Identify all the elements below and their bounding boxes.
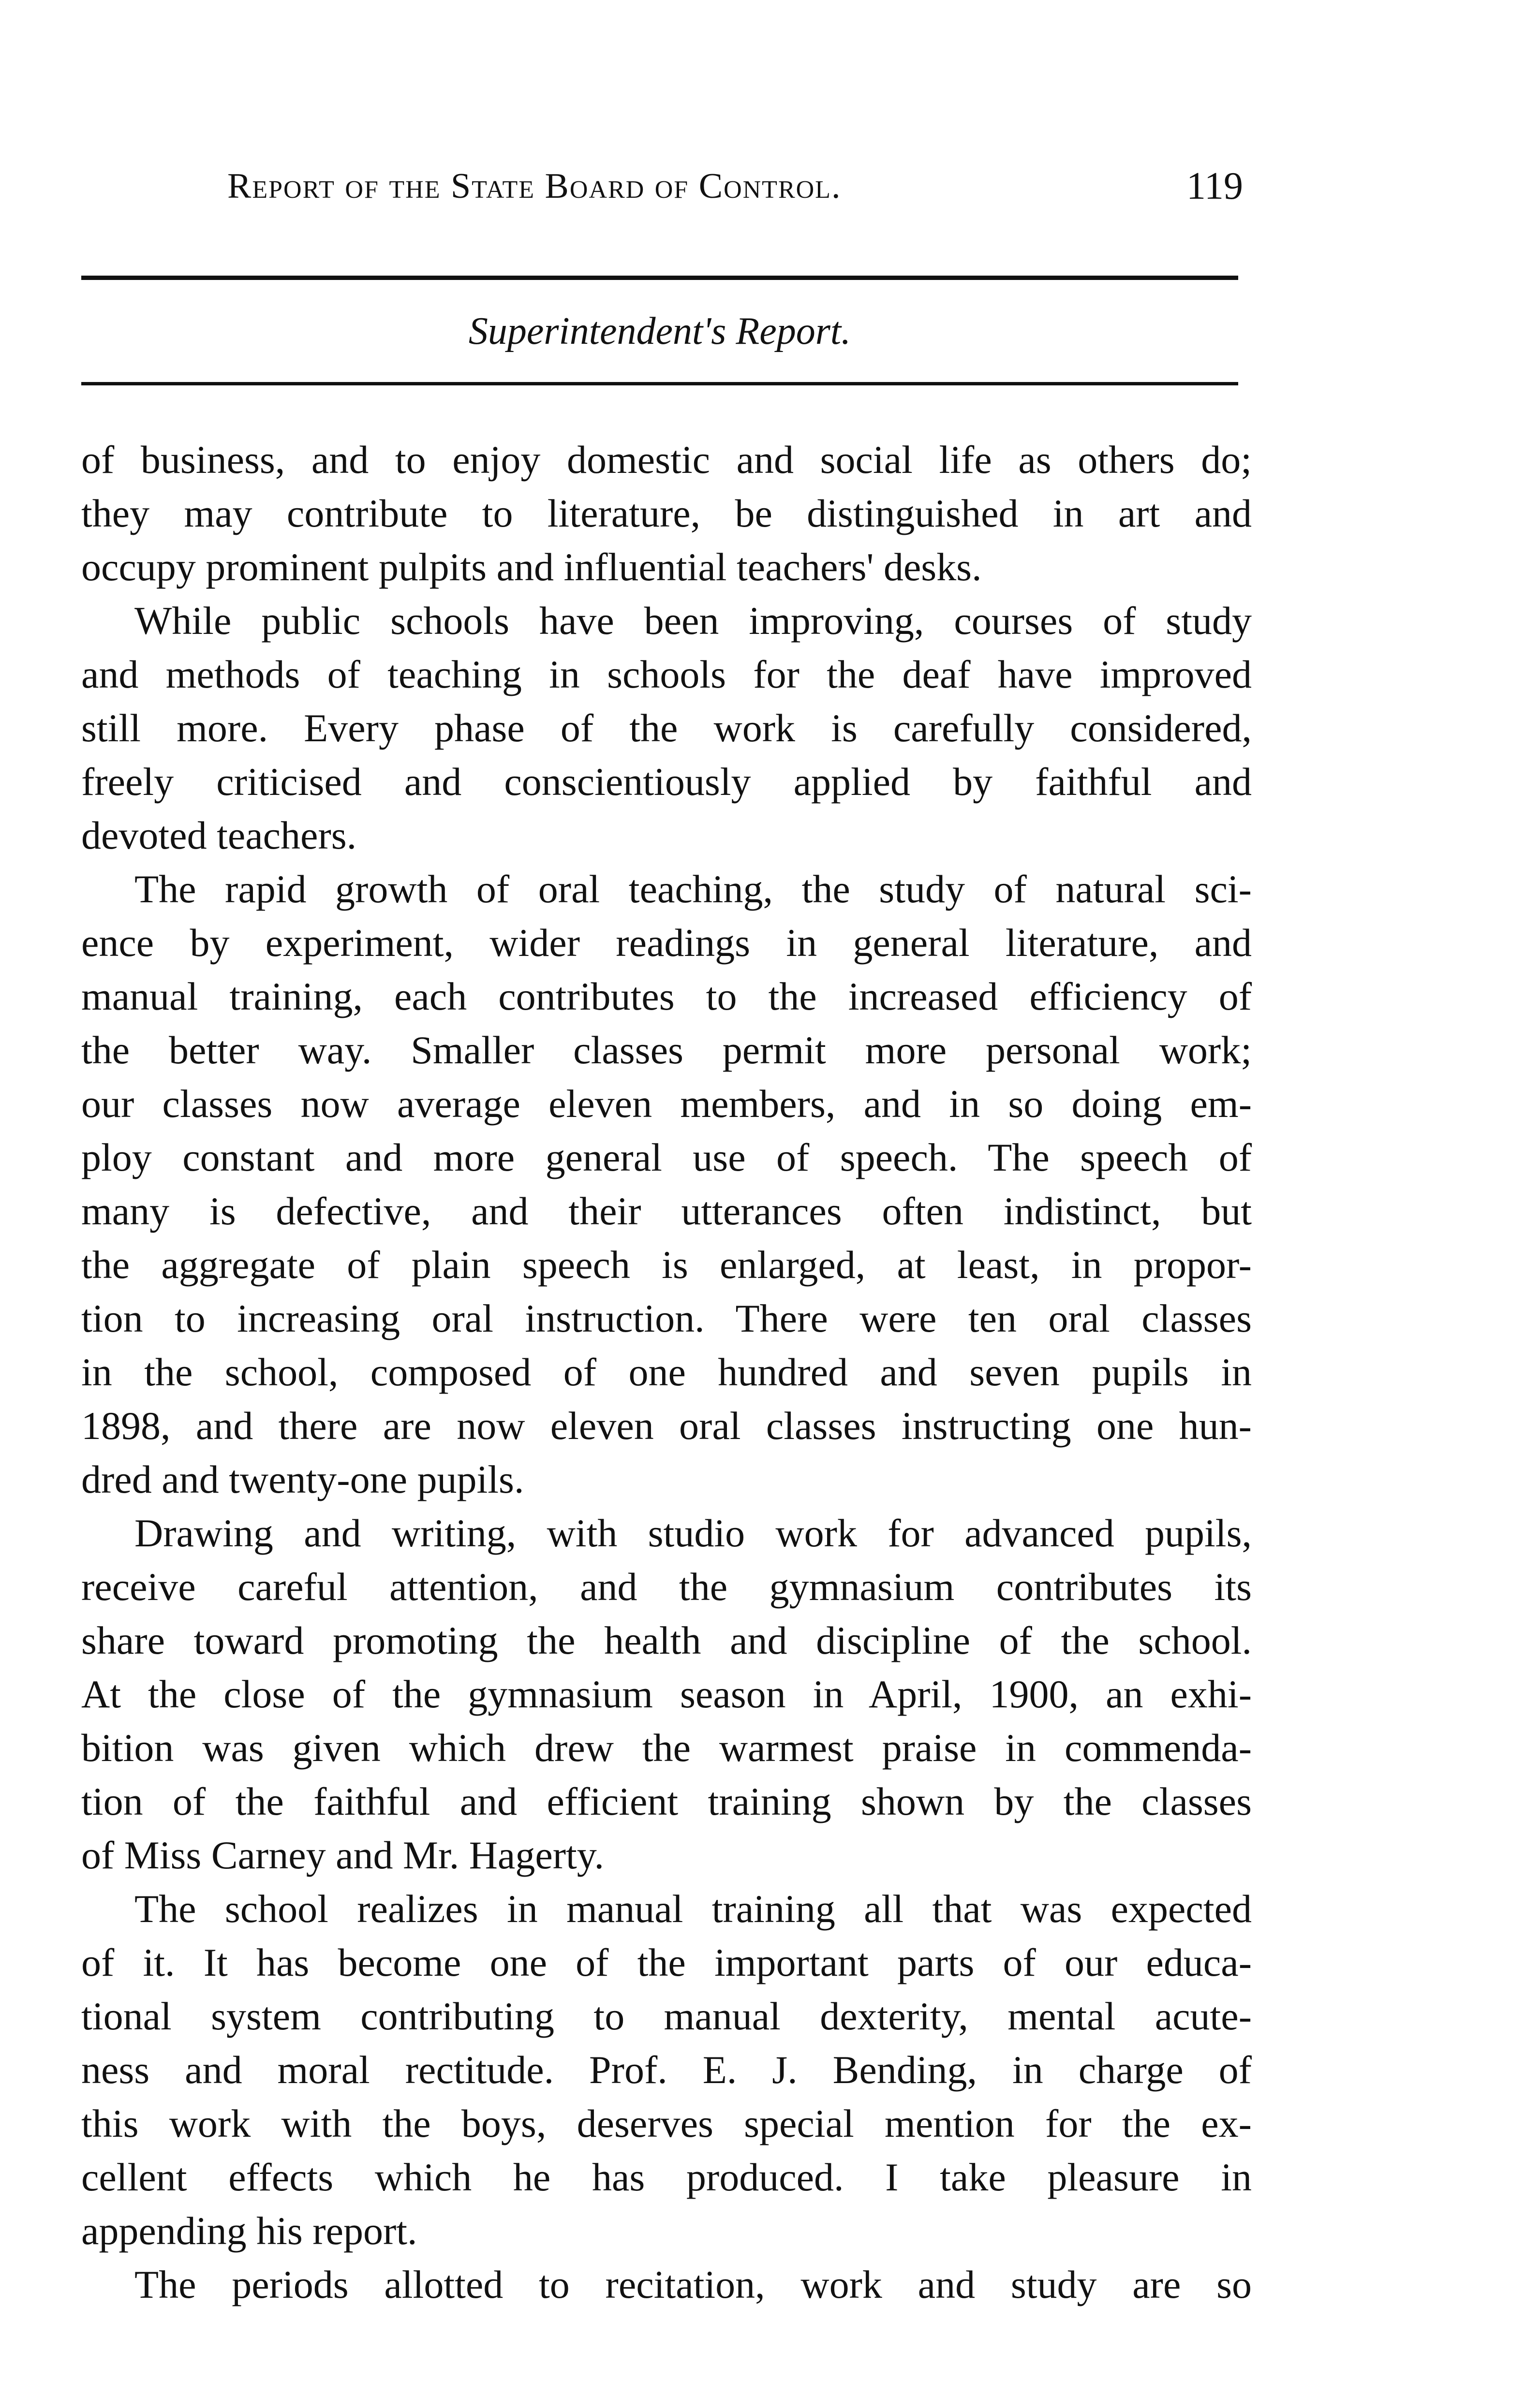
text-line: bition was given which drew the warmest praise in commenda- — [81, 1726, 1252, 1770]
text-line: many is defective, and their utterances often indistinct, but — [81, 1189, 1252, 1233]
text-line: appending his report. — [81, 2209, 417, 2253]
running-head — [82, 160, 1243, 213]
text-line: and methods of teaching in schools for the deaf have improved — [81, 652, 1252, 696]
text-line: this work with the boys, deserves special mention for the ex- — [81, 2101, 1252, 2145]
text-line: in the school, composed of one hundred and seven pupils in — [81, 1350, 1252, 1394]
text-line: dred and twenty-one pupils. — [81, 1457, 524, 1501]
text-line: devoted teachers. — [81, 813, 357, 857]
text-line: of business, and to enjoy domestic and social life as others do; — [81, 438, 1252, 482]
text-line: ness and moral rectitude. Prof. E. J. Bending, in charge of — [81, 2048, 1252, 2092]
text-line: tion of the faithful and efficient training shown by the classes — [81, 1779, 1252, 1823]
text-line: tion to increasing oral instruction. There were ten oral classes — [81, 1296, 1252, 1340]
text-line: still more. Every phase of the work is carefully considered, — [81, 706, 1252, 750]
text-line: 1898, and there are now eleven oral classes instructing one hun- — [81, 1404, 1252, 1448]
text-line: of Miss Carney and Mr. Hagerty. — [81, 1833, 604, 1877]
text-line: the aggregate of plain speech is enlarged, at least, in propor- — [81, 1243, 1252, 1287]
text-line: The school realizes in manual training all that was expected — [134, 1887, 1252, 1931]
text-line: The rapid growth of oral teaching, the study of natural sci- — [134, 867, 1252, 911]
text-line: of it. It has become one of the important parts of our educa- — [81, 1940, 1252, 1984]
text-line: cellent effects which he has produced. I take pleasure in — [81, 2155, 1252, 2199]
text-line: ence by experiment, wider readings in general literature, and — [81, 921, 1252, 965]
text-line: they may contribute to literature, be distinguished in art and — [81, 491, 1252, 535]
text-line: Drawing and writing, with studio work for advanced pupils, — [134, 1511, 1252, 1555]
header-rule-bottom — [81, 382, 1238, 385]
page-number: 119 — [1186, 165, 1243, 207]
text-line: The periods allotted to recitation, work and study are so — [134, 2262, 1252, 2306]
text-line: ploy constant and more general use of speech. The speech of — [81, 1135, 1252, 1179]
text-line: At the close of the gymnasium season in April, 1900, an exhi- — [81, 1672, 1252, 1716]
text-line: receive careful attention, and the gymnasium contributes its — [81, 1565, 1252, 1609]
body-text — [81, 433, 1252, 2311]
running-title: Report of the State Board of Control. — [227, 166, 842, 206]
header-rule-top — [81, 276, 1238, 280]
text-line: freely criticised and conscientiously applied by faithful and — [81, 760, 1252, 804]
text-line: share toward promoting the health and discipline of the school. — [81, 1618, 1252, 1662]
text-line: While public schools have been improving, courses of study — [134, 599, 1252, 643]
text-line: manual training, each contributes to the increased efficiency of — [81, 974, 1252, 1018]
text-line: our classes now average eleven members, and in so doing em- — [81, 1082, 1252, 1126]
text-line: occupy prominent pulpits and influential teachers' desks. — [81, 545, 982, 589]
section-title: Superintendent's Report. — [468, 310, 851, 352]
text-line: the better way. Smaller classes permit more personal work; — [81, 1028, 1252, 1072]
text-line: tional system contributing to manual dexterity, mental acute- — [81, 1994, 1252, 2038]
